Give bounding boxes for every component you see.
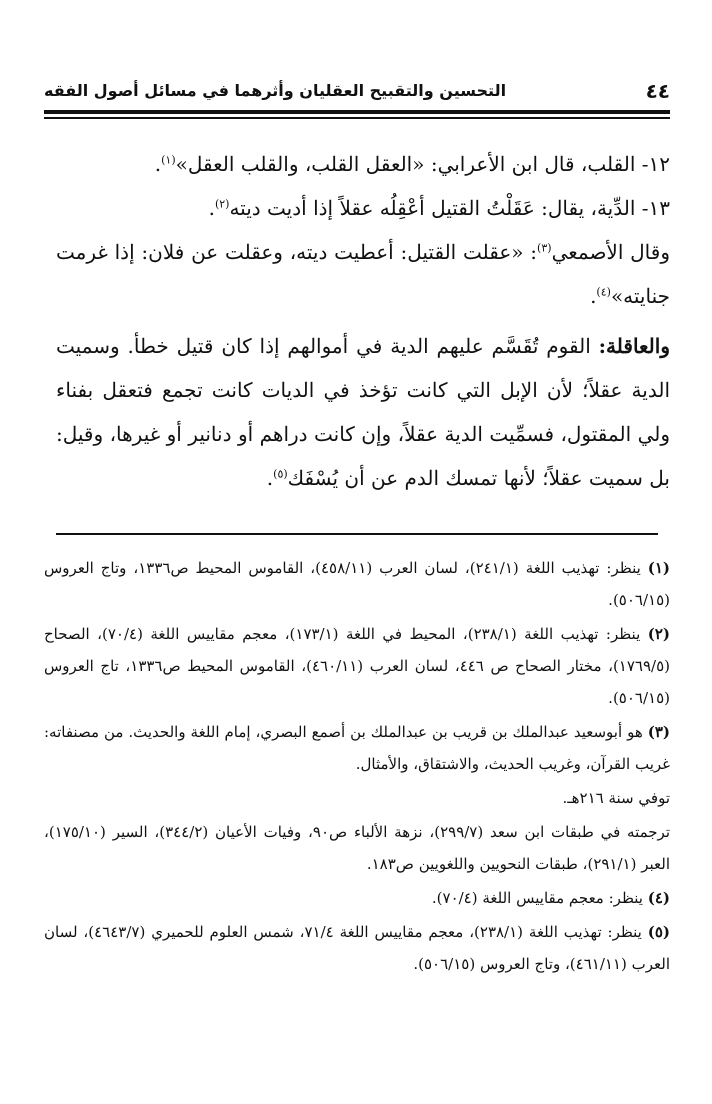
footnote-ref: (٥) xyxy=(273,467,288,481)
paragraph-asmai: وقال الأصمعي$^{(٣)}$: «عقلت القتيل: أعطيت ديته، وعقلت عن فلان: إذا غرمت جنايته»$^{(٤)}$. xyxy=(56,240,670,308)
header-rule-thin xyxy=(44,117,670,119)
footnote-3: (٣) هو أبوسعيد عبدالملك بن قريب بن عبدالملك بن أصمع البصري، إمام اللغة والحديث. من مصنفاته: غريب القرآن، وغريب الحديث، والاشتقاق، والأمثال. xyxy=(44,723,670,773)
footnote-3-death: توفي سنة ٢١٦هـ. xyxy=(562,789,670,807)
page-header xyxy=(44,78,670,104)
header-rule-thick xyxy=(44,110,670,114)
footnote-ref: (٤) xyxy=(596,285,611,299)
page-number: ٤٤ xyxy=(645,79,670,103)
paragraph-item-13: ١٣- الدِّية، يقال: عَقَلْتُ القتيل أعْقِلُه عقلاً إذا أديت ديته$^{(٢)}$. xyxy=(208,196,670,220)
footnote-5: (٥) ينظر: تهذيب اللغة (٢٣٨/١)، معجم مقاييس اللغة ٧١/٤، شمس العلوم للحميري (٤٦٤٣/٧)، لسان العرب (٤٦١/١١)، وتاج العروس (٥٠٦/١٥). xyxy=(44,923,671,973)
term-aqila: والعاقلة: xyxy=(598,334,670,358)
footnote-1: (١) ينظر: تهذيب اللغة (٢٤١/١)، لسان العرب (٤٥٨/١١)، القاموس المحيط ص١٣٣٦، وتاج العروس (٥٠٦/١٥). xyxy=(44,559,670,609)
running-title: التحسين والتقبيح العقليان وأثرهما في مسائل أصول الفقه xyxy=(44,81,507,100)
footnotes xyxy=(44,552,670,982)
footnote-3-sources: ترجمته في طبقات ابن سعد (٢٩٩/٧)، نزهة الألباء ص٩٠، وفيات الأعيان (٣٤٤/٢)، السير (١٧٥/١٠)، العبر (٢٩١/١)، طبقات النحويين واللغويين ص١٨٣. xyxy=(44,823,670,873)
footnote-4: (٤) ينظر: معجم مقاييس اللغة (٧٠/٤). xyxy=(431,889,670,907)
footnote-ref: (١) xyxy=(161,153,176,167)
paragraph-item-12: ١٢- القلب، قال ابن الأعرابي: «العقل القلب، والقلب العقل»$^{(١)}$. xyxy=(154,152,670,176)
paragraph-aqila: والعاقلة: القوم تُقَسَّم عليهم الدية في أموالهم إذا كان قتيل خطأ. وسميت الدية عقلاً؛ لأن الإبل التي كانت تؤخذ في الديات كانت تجمع فتعقل بفناء ولي المقتول، فسمِّيت الدية عقلاً، وإن كانت دراهم أو دنانير أو غيرها، وقيل: بل سميت عقلاً؛ لأنها تمسك الدم عن أن يُسْفَك$^{(٥)}$. xyxy=(56,334,670,490)
footnote-ref: (٢) xyxy=(214,197,230,211)
footnote-ref: (٣) xyxy=(537,241,552,255)
footnote-separator xyxy=(56,533,658,535)
main-text xyxy=(56,142,670,500)
footnote-2: (٢) ينظر: تهذيب اللغة (٢٣٨/١)، المحيط في اللغة (١٧٣/١)، معجم مقاييس اللغة (٧٠/٤)، الصحاح (١٧٦٩/٥)، مختار الصحاح ص ٤٤٦، لسان العرب (٤٦٠/١١)، القاموس المحيط ص١٣٣٦، تاج العروس (٥٠٦/١٥). xyxy=(44,625,670,707)
